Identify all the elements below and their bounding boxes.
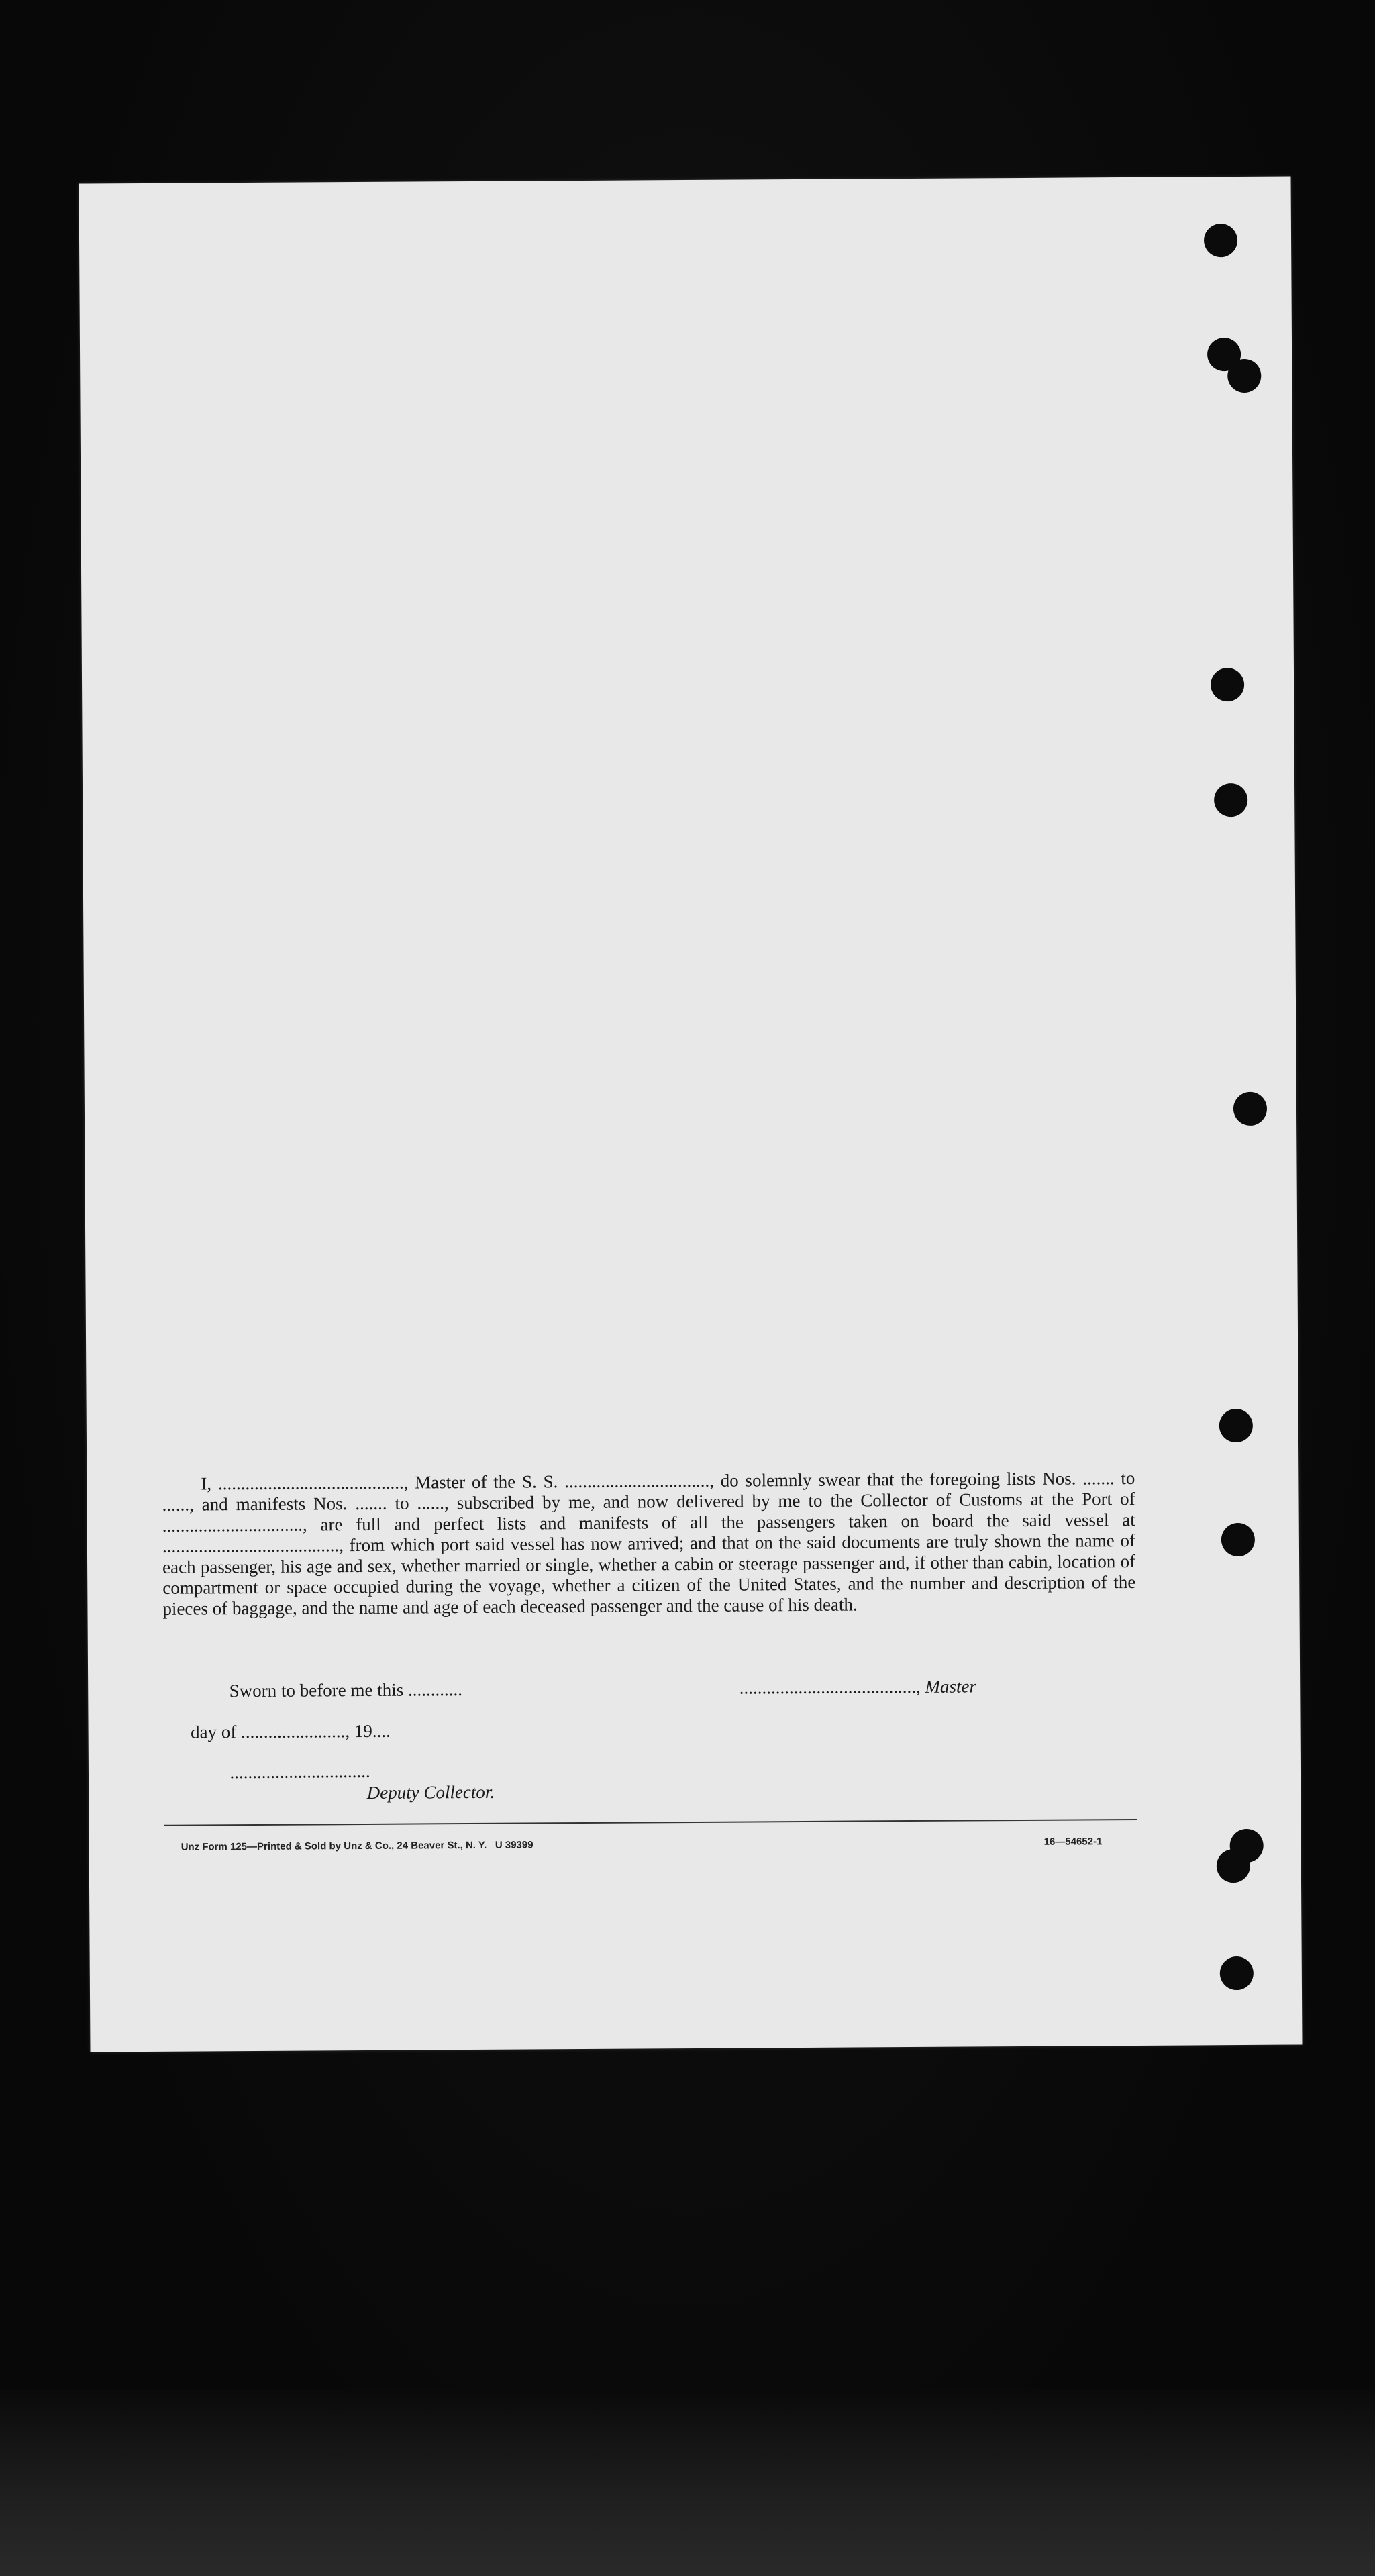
master-label: Master [925,1676,977,1697]
binder-hole [1220,1956,1254,1990]
collector-dots: ............................... [230,1761,370,1783]
binder-hole [1233,1092,1267,1126]
binder-hole [1211,668,1244,701]
film-edge-noise [0,2389,1375,2576]
deputy-collector-label [340,1761,495,1824]
manifest-page [79,177,1303,2052]
form-code [1027,1824,1102,1859]
binder-hole [1221,1523,1255,1556]
binder-hole [1219,1409,1253,1442]
printer-imprint [164,1828,533,1864]
collector-label: Deputy Collector. [366,1781,495,1803]
master-oath-text [162,1468,1135,1620]
printer-text: Unz Form 125—Printed & Sold by Unz & Co., 24 Beaver St., N. Y. U 39399 [181,1839,533,1853]
footer-rule [164,1819,1137,1826]
master-dots: ......................................., [739,1676,925,1698]
master-signature-line [712,1655,976,1719]
binder-hole [1204,224,1237,257]
oath-paragraph: I, ........................................., Master of the S. S. ................................, do solemnly swear that the foregoing lists Nos. ....... to ......, and manifests Nos. ....... to ......, subscribed by me, and now delivered by me to the Collector of Customs at the Port of ..............................., are full and perfect lists and manifests of all the passengers taken on board the said vessel at ......................................., from which port said vessel has now arrived; and that on the said documents are truly shown the name of each passenger, his age and sex, whether married or single, whether a cabin or steerage passenger and, if other than cabin, location of compartment or space occupied during the voyage, whether a citizen of the United States, and the number and description of the pieces of baggage, and the name and age of each deceased passenger and the cause of his death. [162,1467,1136,1619]
binder-hole [1217,1849,1250,1883]
sworn-text: Sworn to before me this ............ [229,1679,463,1701]
binder-hole [1214,783,1247,817]
form-code-text: 16—54652-1 [1043,1836,1103,1848]
day-text: day of ......................., 19.... [191,1720,391,1742]
binder-hole [1227,359,1261,393]
